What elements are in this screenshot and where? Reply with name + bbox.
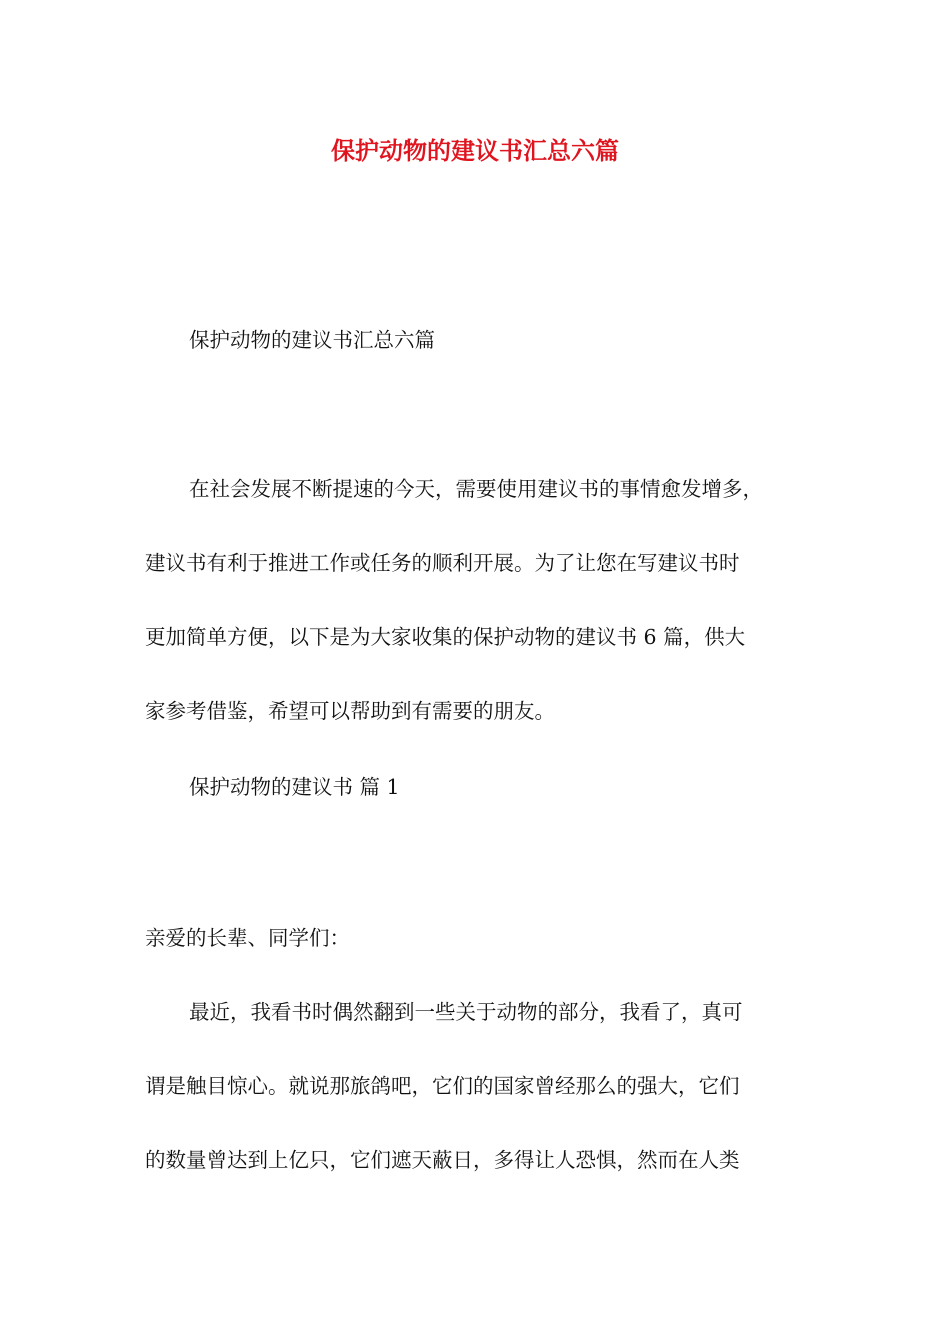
document-subtitle: 保护动物的建议书汇总六篇 xyxy=(189,328,435,352)
document-title: 保护动物的建议书汇总六篇 xyxy=(331,136,619,165)
section-heading: 保护动物的建议书 篇 1 xyxy=(189,775,400,799)
body-line-2: 谓是触目惊心。就说那旅鸽吧，它们的国家曾经那么的强大，它们 xyxy=(145,1074,740,1098)
intro-line-1: 在社会发展不断提速的今天，需要使用建议书的事情愈发增多， xyxy=(189,477,763,501)
intro-line-3: 更加简单方便，以下是为大家收集的保护动物的建议书 6 篇，供大 xyxy=(145,625,746,649)
intro-line-4: 家参考借鉴，希望可以帮助到有需要的朋友。 xyxy=(145,699,555,723)
salutation: 亲爱的长辈、同学们： xyxy=(145,926,350,950)
body-line-3: 的数量曾达到上亿只，它们遮天蔽日，多得让人恐惧，然而在人类 xyxy=(145,1148,740,1172)
body-line-1: 最近，我看书时偶然翻到一些关于动物的部分，我看了，真可 xyxy=(189,1000,743,1024)
intro-line-2: 建议书有利于推进工作或任务的顺利开展。为了让您在写建议书时 xyxy=(145,551,740,575)
